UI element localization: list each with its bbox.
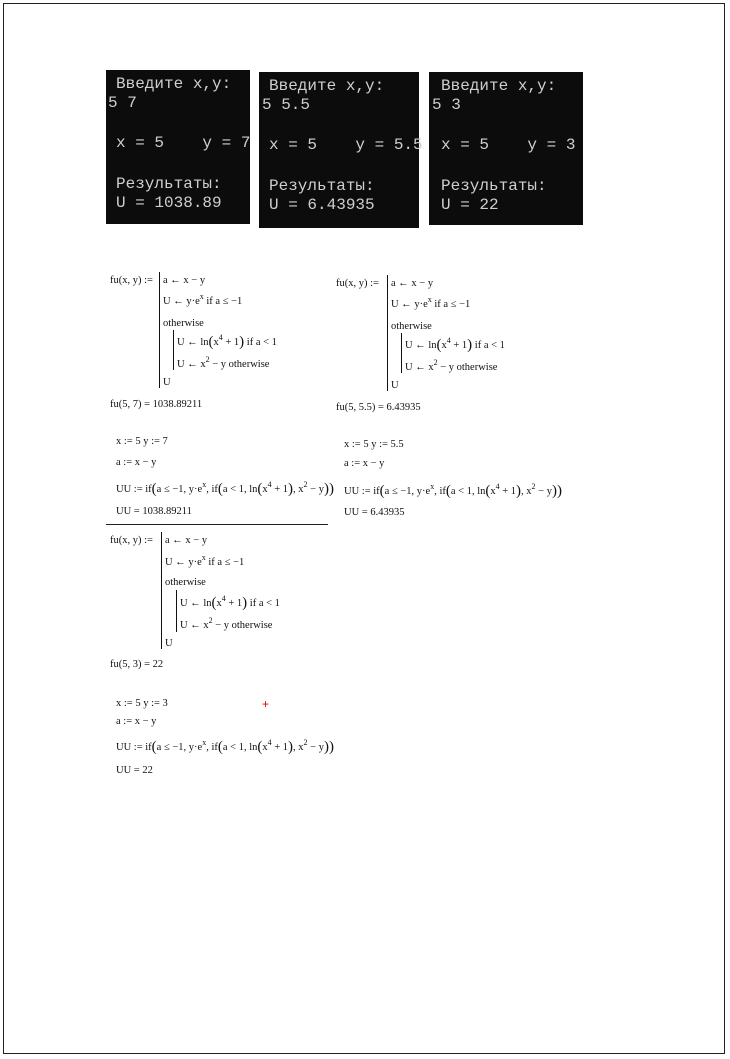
variable-assignment: a := x − y <box>344 458 385 469</box>
mathcad-block-1 <box>110 270 332 525</box>
variable-assignment: a := x − y <box>116 457 157 468</box>
uu-result: UU = 6.43935 <box>344 507 405 518</box>
program-line: U ← $x^2 - y$ otherwise <box>405 358 498 373</box>
variable-assignment: x := 5 y := 5.5 <box>344 439 404 450</box>
function-result: fu(5, 3) = 22 <box>110 659 164 670</box>
mathcad-block-2 <box>336 273 562 528</box>
console-prompt: Введите x,y: <box>116 75 232 93</box>
variable-assignment: x := 5 y := 3 <box>116 698 168 709</box>
console-input: 5 5.5 <box>262 96 311 114</box>
console-xy: x = 5 y = 5.5 <box>269 136 423 154</box>
program-bar <box>159 272 160 388</box>
variable-assignment: a := x − y <box>116 716 157 727</box>
program-line: a ← x − y <box>165 535 208 546</box>
program-line: a ← x − y <box>163 275 206 286</box>
console-xy: x = 5 y = 7 <box>116 134 251 152</box>
uu-formula: UU := if(a ≤ −1, $y\cdot e^x$, if(a < 1, $\ln(x^4 + 1)$, $x^2 - y$)) <box>344 482 562 499</box>
program-bar <box>387 275 388 391</box>
console-results-label: Результаты: <box>441 177 547 195</box>
program-line: U ← $\ln(x^4 + 1)$ if a < 1 <box>177 333 277 350</box>
function-head: fu(x, y) := <box>110 535 153 546</box>
function-head: fu(x, y) := <box>336 278 379 289</box>
crosshair-cursor-icon: + <box>262 697 270 711</box>
program-line: U <box>391 380 399 391</box>
divider-line <box>106 524 328 525</box>
console-output-1 <box>106 70 250 224</box>
program-bar <box>161 532 162 649</box>
program-line: U ← $y\cdot e^x$ if a ≤ −1 <box>391 295 471 310</box>
function-result: fu(5, 7) = 1038.89211 <box>110 399 203 410</box>
program-line: otherwise <box>391 321 432 332</box>
console-output-3 <box>429 72 583 225</box>
program-line: U ← $x^2 - y$ otherwise <box>177 355 270 370</box>
console-prompt: Введите x,y: <box>269 77 385 95</box>
console-results-label: Результаты: <box>269 177 375 195</box>
program-line: U ← $y\cdot e^x$ if a ≤ −1 <box>163 292 243 307</box>
program-line: U <box>163 377 171 388</box>
program-line: otherwise <box>165 577 206 588</box>
program-line: a ← x − y <box>391 278 434 289</box>
program-line: U ← $\ln(x^4 + 1)$ if a < 1 <box>405 336 505 353</box>
program-line: U <box>165 638 173 649</box>
console-u-value: U = 6.43935 <box>269 196 375 214</box>
program-line: U ← $x^2 - y$ otherwise <box>180 616 273 631</box>
program-bar <box>176 590 177 632</box>
program-line: U ← $y\cdot e^x$ if a ≤ −1 <box>165 553 245 568</box>
uu-formula: UU := if(a ≤ −1, $y\cdot e^x$, if(a < 1, $\ln(x^4 + 1)$, $x^2 - y$)) <box>116 480 334 497</box>
console-input: 5 7 <box>108 94 137 112</box>
program-line: otherwise <box>163 318 204 329</box>
console-output-2 <box>259 72 423 228</box>
uu-formula: UU := if(a ≤ −1, $y\cdot e^x$, if(a < 1, $\ln(x^4 + 1)$, $x^2 - y$)) <box>116 738 334 755</box>
variable-assignment: x := 5 y := 7 <box>116 436 168 447</box>
console-input: 5 3 <box>432 96 461 114</box>
console-prompt: Введите x,y: <box>441 77 557 95</box>
program-bar <box>401 333 402 373</box>
program-bar <box>173 330 174 370</box>
function-head: fu(x, y) := <box>110 275 153 286</box>
program-line: U ← $\ln(x^4 + 1)$ if a < 1 <box>180 594 280 611</box>
uu-result: UU = 22 <box>116 765 153 776</box>
uu-result: UU = 1038.89211 <box>116 506 192 517</box>
console-u-value: U = 1038.89 <box>116 194 222 212</box>
console-u-value: U = 22 <box>441 196 499 214</box>
console-results-label: Результаты: <box>116 175 222 193</box>
mathcad-block-3 <box>110 530 332 785</box>
function-result: fu(5, 5.5) = 6.43935 <box>336 402 421 413</box>
console-xy: x = 5 y = 3 <box>441 136 576 154</box>
